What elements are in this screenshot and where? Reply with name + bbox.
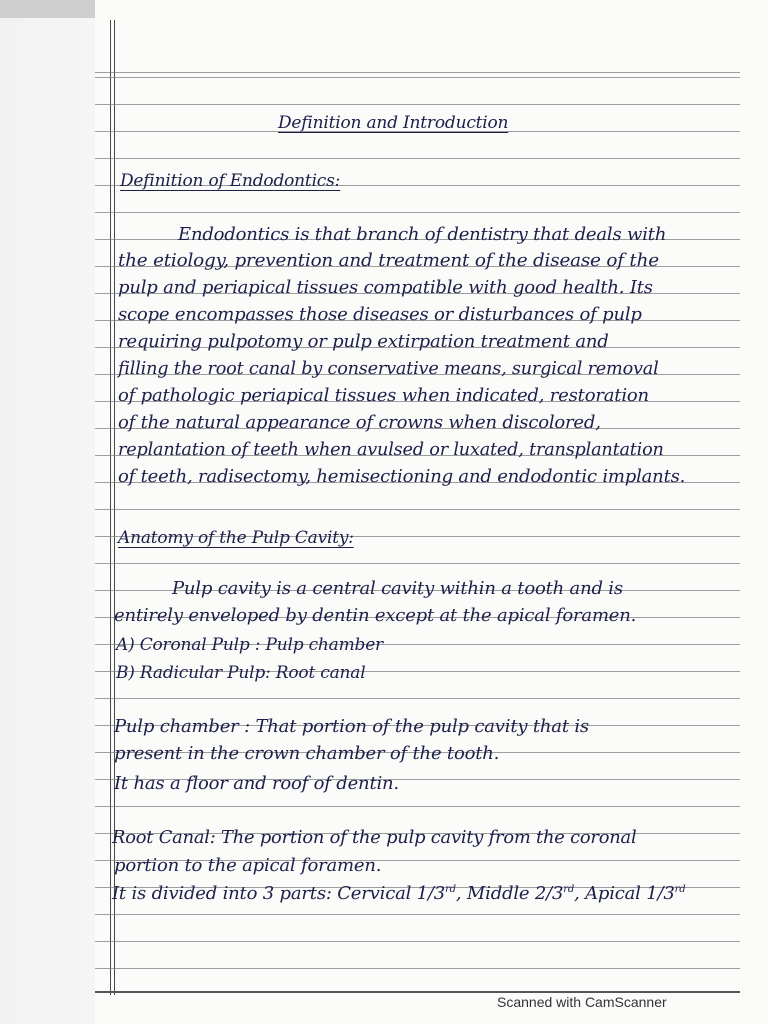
text-line: of the natural appearance of crowns when discolored, [118,412,601,433]
superscript-rd: rd [445,884,456,895]
text-line: It has a floor and roof of dentin. [114,773,399,794]
text-line: scope encompasses those diseases or disturbances of pulp [118,304,642,325]
text-line: the etiology, prevention and treatment of the disease of the [118,250,659,271]
margin-line [114,20,115,995]
text-line: Pulp cavity is a central cavity within a tooth and is [172,578,623,599]
superscript-rd: rd [674,884,686,895]
page-corner [0,0,95,18]
superscript-rd: rd [563,884,575,895]
text-line: Endodontics is that branch of dentistry that deals with [178,224,667,245]
section-heading-anatomy: Anatomy of the Pulp Cavity: [118,528,354,548]
text-line: Pulp chamber : That portion of the pulp cavity that is [114,716,589,737]
page-edge [0,0,95,1024]
text-line: of teeth, radisectomy, hemisectioning and endodontic implants. [118,466,686,487]
bottom-border [95,991,740,993]
text-line: present in the crown chamber of the tooth. [114,743,500,764]
margin-line [110,20,111,995]
text-line: pulp and periapical tissues compatible with good health. Its [118,277,653,298]
text-line: replantation of teeth when avulsed or luxated, transplantation [118,439,664,460]
text-line: entirely enveloped by dentin except at the apical foramen. [114,605,637,626]
page-title: Definition and Introduction [278,113,509,133]
list-item-coronal: A) Coronal Pulp : Pulp chamber [116,635,383,655]
text-line: Root Canal: The portion of the pulp cavity from the coronal [112,827,637,848]
text-line: portion to the apical foramen. [114,855,382,876]
section-heading-definition: Definition of Endodontics: [120,171,341,191]
parts-text: , Middle 2/3 [455,883,564,904]
list-item-radicular: B) Radicular Pulp: Root canal [116,663,366,683]
parts-text: , Apical 1/3 [574,883,675,904]
text-line: of pathologic periapical tissues when indicated, restoration [118,385,649,406]
scanner-watermark: Scanned with CamScanner [497,994,667,1010]
parts-text: It is divided into 3 parts: Cervical 1/3 [112,883,446,904]
text-line-parts [112,885,685,903]
text-line: requiring pulpotomy or pulp extirpation treatment and [118,331,609,352]
text-line: filling the root canal by conservative means, surgical removal [118,358,659,379]
